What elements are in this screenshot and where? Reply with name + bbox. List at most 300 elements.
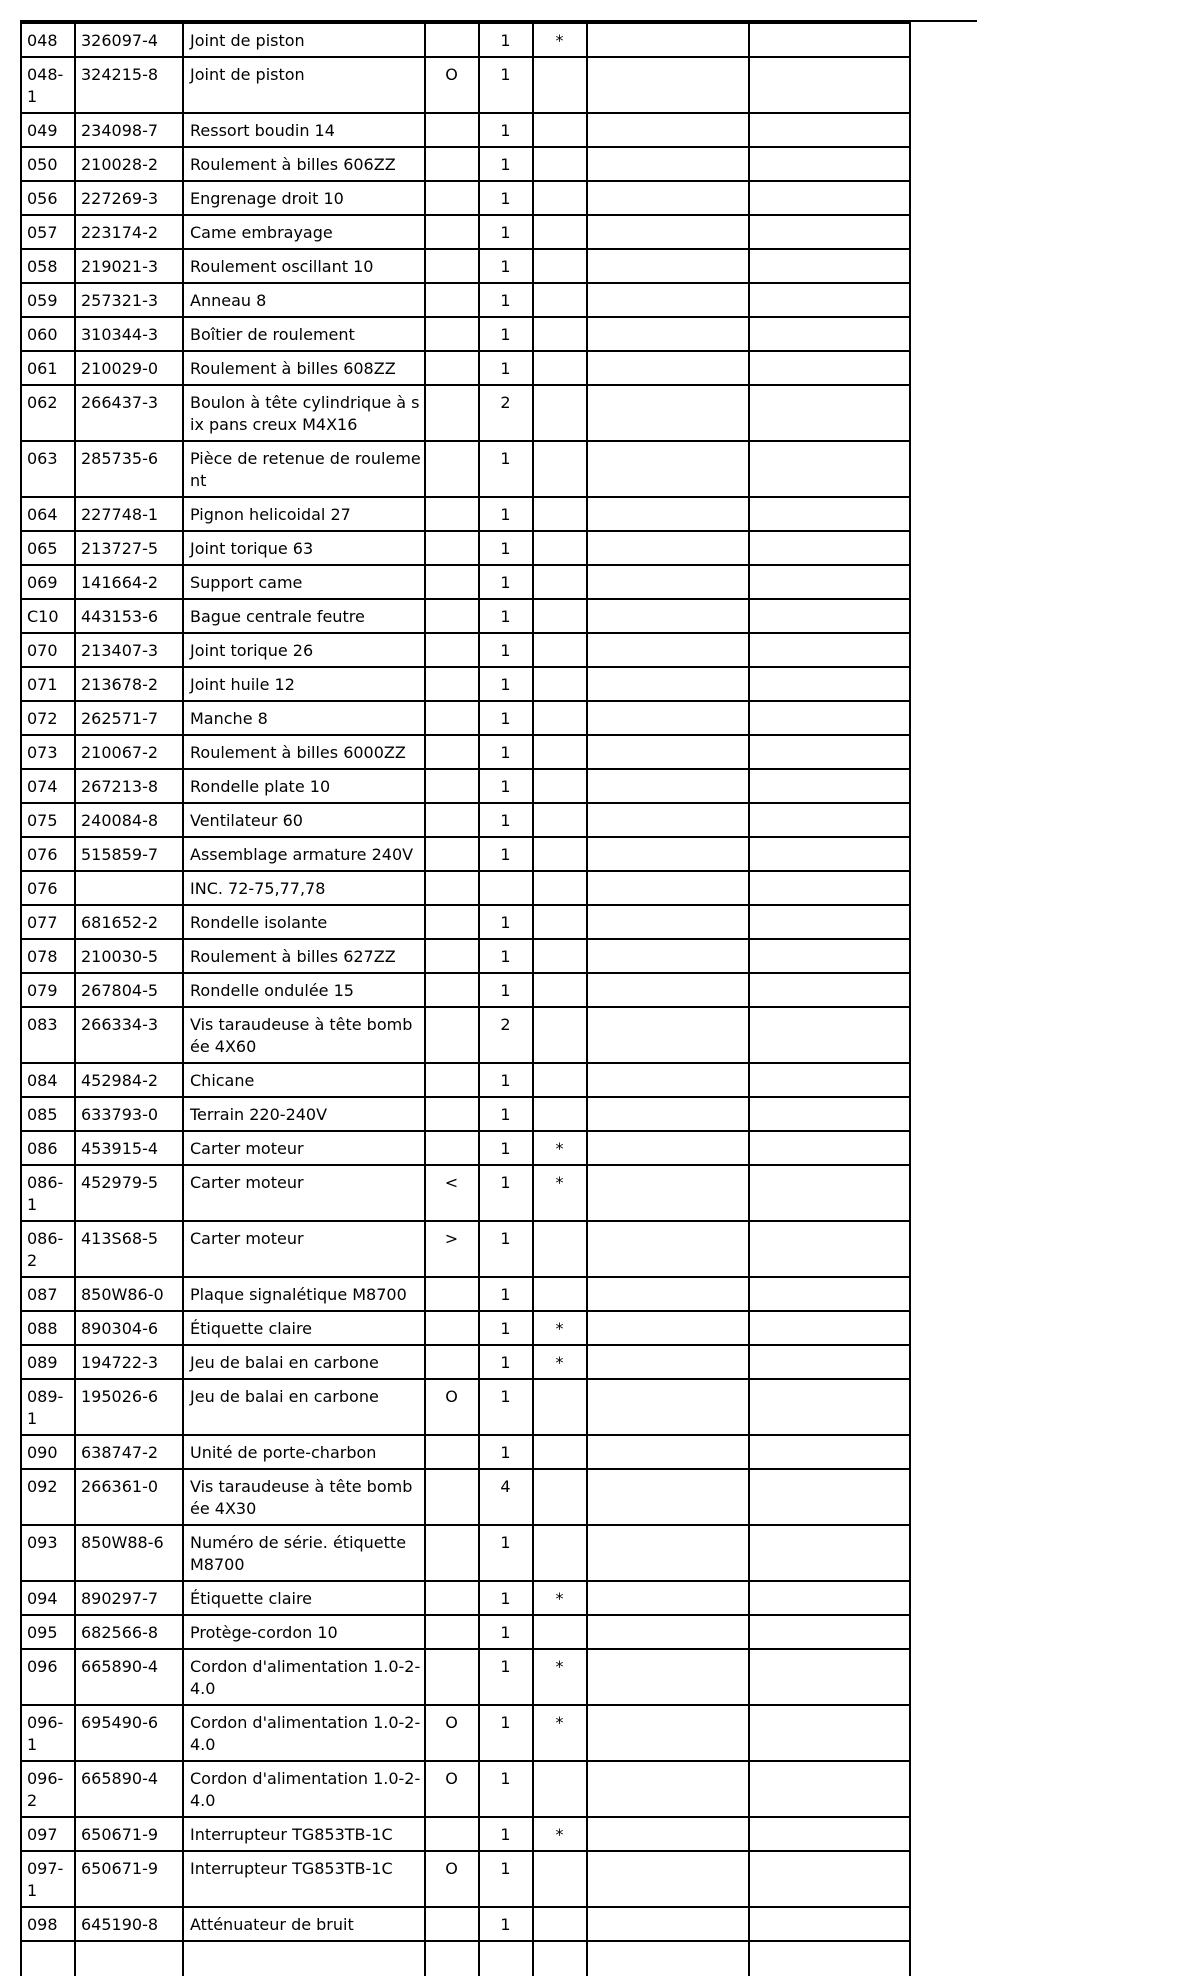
quantity-cell: 1 [479,317,533,351]
note-mark-cell [533,1615,587,1649]
description-cell: Joint huile 12 [183,667,425,701]
note-mark-cell [533,1097,587,1131]
blank-cell [587,1615,749,1649]
table-row [21,973,910,1007]
variant-code-cell [425,1469,479,1525]
blank-cell [749,1345,910,1379]
quantity-cell: 2 [479,385,533,441]
variant-code-cell [425,803,479,837]
item-number-cell: 058 [21,249,75,283]
description-cell: Rondelle isolante [183,905,425,939]
blank-cell [749,769,910,803]
table-row [21,283,910,317]
blank-cell [749,1221,910,1277]
part-number-cell: 850W88-6 [75,1525,183,1581]
part-number-cell: 210030-5 [75,939,183,973]
table-row [21,1277,910,1311]
variant-code-cell [425,1581,479,1615]
variant-code-cell: O [425,1761,479,1817]
blank-cell [749,215,910,249]
note-mark-cell [533,667,587,701]
quantity-cell: 1 [479,973,533,1007]
blank-cell [749,905,910,939]
note-mark-cell [533,837,587,871]
blank-cell [749,1851,910,1907]
part-number-cell: 324215-8 [75,57,183,113]
note-mark-cell [533,633,587,667]
item-number-cell: 076 [21,871,75,905]
table-row [21,1907,910,1941]
table-row [21,441,910,497]
description-cell: Plaque signalétique M8700 [183,1277,425,1311]
blank-cell [749,973,910,1007]
note-mark-cell: * [533,1581,587,1615]
variant-code-cell [425,1277,479,1311]
blank-cell [587,1469,749,1525]
variant-code-cell [425,565,479,599]
blank-cell [587,1705,749,1761]
quantity-cell: 2 [479,1007,533,1063]
blank-cell [749,1165,910,1221]
part-number-cell: 195026-6 [75,1379,183,1435]
part-number-cell: 413S68-5 [75,1221,183,1277]
quantity-cell: 1 [479,441,533,497]
table-row [21,1311,910,1345]
item-number-cell: 089 [21,1345,75,1379]
item-number-cell: 079 [21,973,75,1007]
item-number-cell: 072 [21,701,75,735]
table-row [21,1007,910,1063]
blank-cell [587,667,749,701]
item-number-cell: 075 [21,803,75,837]
note-mark-cell: * [533,1131,587,1165]
blank-cell [587,113,749,147]
quantity-cell: 1 [479,735,533,769]
blank-cell [587,599,749,633]
blank-cell [587,1907,749,1941]
variant-code-cell [425,441,479,497]
note-mark-cell [533,1435,587,1469]
blank-cell [587,385,749,441]
note-mark-cell: * [533,1345,587,1379]
quantity-cell: 1 [479,1097,533,1131]
blank-cell [749,1131,910,1165]
quantity-cell: 1 [479,181,533,215]
blank-cell [587,565,749,599]
table-row [21,57,910,113]
description-cell: Boulon à tête cylindrique à six pans creux M4X16 [183,385,425,441]
table-row [21,1705,910,1761]
variant-code-cell [425,701,479,735]
variant-code-cell [425,1063,479,1097]
blank-cell [749,1469,910,1525]
quantity-cell [479,871,533,905]
blank-cell [749,147,910,181]
table-row [21,147,910,181]
part-number-cell: 645190-8 [75,1907,183,1941]
note-mark-cell [533,385,587,441]
note-mark-cell [533,113,587,147]
quantity-cell: 1 [479,701,533,735]
item-number-cell: 098 [21,1907,75,1941]
variant-code-cell [425,1131,479,1165]
description-cell: Roulement à billes 606ZZ [183,147,425,181]
description-cell: Interrupteur TG853TB-1C [183,1851,425,1907]
table-row [21,1525,910,1581]
item-number-cell: 086 [21,1131,75,1165]
blank-cell [587,939,749,973]
blank-cell [587,1221,749,1277]
item-number-cell: 086-1 [21,1165,75,1221]
quantity-cell: 1 [479,1705,533,1761]
blank-cell [749,667,910,701]
blank-cell [749,633,910,667]
blank-cell [749,735,910,769]
part-number-cell: 210067-2 [75,735,183,769]
blank-cell [749,837,910,871]
description-cell: Joint torique 26 [183,633,425,667]
note-mark-cell: * [533,1165,587,1221]
item-number-cell: 089-1 [21,1379,75,1435]
description-cell: Joint torique 63 [183,531,425,565]
item-number-cell: 050 [21,147,75,181]
table-row [21,939,910,973]
table-row [21,249,910,283]
part-number-cell [75,871,183,905]
description-cell: Carter moteur [183,1131,425,1165]
quantity-cell: 1 [479,939,533,973]
part-number-cell: 285735-6 [75,441,183,497]
table-row [21,1097,910,1131]
table-row [21,113,910,147]
blank-cell [533,1941,587,1976]
description-cell: Came embrayage [183,215,425,249]
part-number-cell: 262571-7 [75,701,183,735]
item-number-cell: 097-1 [21,1851,75,1907]
note-mark-cell: * [533,1649,587,1705]
description-cell: Jeu de balai en carbone [183,1345,425,1379]
description-cell: Interrupteur TG853TB-1C [183,1817,425,1851]
table-row-empty [21,1941,910,1976]
description-cell: Vis taraudeuse à tête bombée 4X60 [183,1007,425,1063]
table-row [21,351,910,385]
quantity-cell: 1 [479,1581,533,1615]
table-row [21,735,910,769]
blank-cell [749,1277,910,1311]
quantity-cell: 1 [479,147,533,181]
description-cell: Joint de piston [183,23,425,57]
quantity-cell: 1 [479,565,533,599]
part-number-cell: 141664-2 [75,565,183,599]
part-number-cell: 695490-6 [75,1705,183,1761]
table-row [21,531,910,565]
item-number-cell: 070 [21,633,75,667]
quantity-cell: 1 [479,1311,533,1345]
description-cell: Roulement à billes 627ZZ [183,939,425,973]
item-number-cell: 061 [21,351,75,385]
blank-cell [749,599,910,633]
variant-code-cell [425,1007,479,1063]
table-row [21,1063,910,1097]
quantity-cell: 1 [479,249,533,283]
blank-cell [587,1063,749,1097]
table-row [21,837,910,871]
blank-cell [749,181,910,215]
part-number-cell: 223174-2 [75,215,183,249]
part-number-cell: 257321-3 [75,283,183,317]
part-number-cell: 227269-3 [75,181,183,215]
note-mark-cell [533,181,587,215]
blank-cell [21,1941,75,1976]
variant-code-cell: O [425,1705,479,1761]
note-mark-cell [533,1221,587,1277]
quantity-cell: 1 [479,531,533,565]
item-number-cell: 095 [21,1615,75,1649]
blank-cell [749,939,910,973]
quantity-cell: 1 [479,1221,533,1277]
variant-code-cell [425,1817,479,1851]
blank-cell [587,147,749,181]
blank-cell [749,57,910,113]
item-number-cell: 086-2 [21,1221,75,1277]
blank-cell [749,23,910,57]
item-number-cell: 049 [21,113,75,147]
blank-cell [587,441,749,497]
note-mark-cell [533,1063,587,1097]
description-cell: Cordon d'alimentation 1.0-2-4.0 [183,1705,425,1761]
quantity-cell: 1 [479,633,533,667]
note-mark-cell [533,735,587,769]
blank-cell [749,1379,910,1435]
part-number-cell: 650671-9 [75,1851,183,1907]
quantity-cell: 1 [479,769,533,803]
item-number-cell: 048-1 [21,57,75,113]
table-row [21,871,910,905]
table-row [21,215,910,249]
quantity-cell: 1 [479,283,533,317]
part-number-cell: 213678-2 [75,667,183,701]
blank-cell [479,1941,533,1976]
note-mark-cell [533,441,587,497]
part-number-cell: 452984-2 [75,1063,183,1097]
item-number-cell: 073 [21,735,75,769]
quantity-cell: 1 [479,1761,533,1817]
note-mark-cell [533,769,587,803]
part-number-cell: 210028-2 [75,147,183,181]
note-mark-cell [533,1525,587,1581]
note-mark-cell [533,1277,587,1311]
description-cell: Étiquette claire [183,1311,425,1345]
blank-cell [749,803,910,837]
variant-code-cell [425,1615,479,1649]
note-mark-cell [533,701,587,735]
variant-code-cell [425,1345,479,1379]
blank-cell [749,1581,910,1615]
description-cell: Protège-cordon 10 [183,1615,425,1649]
description-cell: Pignon helicoidal 27 [183,497,425,531]
description-cell: Rondelle plate 10 [183,769,425,803]
part-number-cell: 227748-1 [75,497,183,531]
item-number-cell: 062 [21,385,75,441]
description-cell: Roulement à billes 6000ZZ [183,735,425,769]
note-mark-cell [533,497,587,531]
item-number-cell: 065 [21,531,75,565]
blank-cell [587,1007,749,1063]
quantity-cell: 1 [479,1165,533,1221]
item-number-cell: 096-1 [21,1705,75,1761]
variant-code-cell [425,1435,479,1469]
blank-cell [749,1817,910,1851]
blank-cell [749,249,910,283]
variant-code-cell [425,871,479,905]
blank-cell [749,385,910,441]
blank-cell [587,1345,749,1379]
description-cell: Numéro de série. étiquette M8700 [183,1525,425,1581]
blank-cell [587,497,749,531]
variant-code-cell [425,283,479,317]
blank-cell [587,1097,749,1131]
part-number-cell: 240084-8 [75,803,183,837]
description-cell: Cordon d'alimentation 1.0-2-4.0 [183,1761,425,1817]
blank-cell [587,1435,749,1469]
description-cell: Roulement oscillant 10 [183,249,425,283]
blank-cell [749,283,910,317]
quantity-cell: 1 [479,1649,533,1705]
description-cell: Boîtier de roulement [183,317,425,351]
item-number-cell: 092 [21,1469,75,1525]
note-mark-cell: * [533,23,587,57]
description-cell: Anneau 8 [183,283,425,317]
variant-code-cell [425,113,479,147]
description-cell: Terrain 220-240V [183,1097,425,1131]
item-number-cell: 084 [21,1063,75,1097]
blank-cell [587,769,749,803]
quantity-cell: 1 [479,351,533,385]
item-number-cell: 093 [21,1525,75,1581]
blank-cell [587,1851,749,1907]
note-mark-cell [533,973,587,1007]
part-number-cell: 266361-0 [75,1469,183,1525]
blank-cell [749,701,910,735]
quantity-cell: 1 [479,1379,533,1435]
note-mark-cell: * [533,1705,587,1761]
description-cell: Étiquette claire [183,1581,425,1615]
quantity-cell: 1 [479,1907,533,1941]
variant-code-cell: O [425,1379,479,1435]
variant-code-cell [425,599,479,633]
variant-code-cell: O [425,57,479,113]
table-row [21,497,910,531]
part-number-cell: 515859-7 [75,837,183,871]
item-number-cell: 076 [21,837,75,871]
blank-cell [749,441,910,497]
table-row [21,1581,910,1615]
variant-code-cell [425,531,479,565]
description-cell: Jeu de balai en carbone [183,1379,425,1435]
item-number-cell: 087 [21,1277,75,1311]
table-row [21,1131,910,1165]
blank-cell [749,1435,910,1469]
variant-code-cell: O [425,1851,479,1907]
variant-code-cell [425,667,479,701]
part-number-cell: 443153-6 [75,599,183,633]
table-row [21,1469,910,1525]
blank-cell [75,1941,183,1976]
table-row [21,1649,910,1705]
part-number-cell: 665890-4 [75,1761,183,1817]
description-cell: Ventilateur 60 [183,803,425,837]
description-cell: Assemblage armature 240V [183,837,425,871]
note-mark-cell [533,1469,587,1525]
blank-cell [749,1615,910,1649]
part-number-cell: 453915-4 [75,1131,183,1165]
part-number-cell: 638747-2 [75,1435,183,1469]
variant-code-cell [425,215,479,249]
part-number-cell: 665890-4 [75,1649,183,1705]
part-number-cell: 266437-3 [75,385,183,441]
note-mark-cell [533,905,587,939]
quantity-cell: 1 [479,1435,533,1469]
part-number-cell: 850W86-0 [75,1277,183,1311]
variant-code-cell [425,23,479,57]
blank-cell [425,1941,479,1976]
variant-code-cell [425,497,479,531]
blank-cell [749,1007,910,1063]
item-number-cell: 097 [21,1817,75,1851]
note-mark-cell [533,939,587,973]
description-cell: Vis taraudeuse à tête bombée 4X30 [183,1469,425,1525]
blank-cell [749,531,910,565]
description-cell: Rondelle ondulée 15 [183,973,425,1007]
description-cell: Manche 8 [183,701,425,735]
variant-code-cell [425,769,479,803]
note-mark-cell [533,283,587,317]
blank-cell [749,1941,910,1976]
quantity-cell: 1 [479,497,533,531]
blank-cell [587,633,749,667]
quantity-cell: 1 [479,1851,533,1907]
description-cell: Pièce de retenue de roulement [183,441,425,497]
blank-cell [587,871,749,905]
description-cell: Unité de porte-charbon [183,1435,425,1469]
blank-cell [587,1165,749,1221]
quantity-cell: 1 [479,113,533,147]
description-cell: Atténuateur de bruit [183,1907,425,1941]
part-number-cell: 452979-5 [75,1165,183,1221]
part-number-cell: 633793-0 [75,1097,183,1131]
item-number-cell: 096-2 [21,1761,75,1817]
table-row [21,1165,910,1221]
variant-code-cell [425,351,479,385]
table-row [21,1615,910,1649]
table-row [21,803,910,837]
part-number-cell: 194722-3 [75,1345,183,1379]
quantity-cell: 1 [479,1063,533,1097]
note-mark-cell [533,871,587,905]
part-number-cell: 219021-3 [75,249,183,283]
blank-cell [587,973,749,1007]
blank-cell [749,1761,910,1817]
table-row [21,599,910,633]
description-cell: Ressort boudin 14 [183,113,425,147]
variant-code-cell [425,1097,479,1131]
blank-cell [587,1761,749,1817]
note-mark-cell [533,249,587,283]
table-row [21,701,910,735]
quantity-cell: 1 [479,1345,533,1379]
table-row [21,769,910,803]
description-cell: Chicane [183,1063,425,1097]
